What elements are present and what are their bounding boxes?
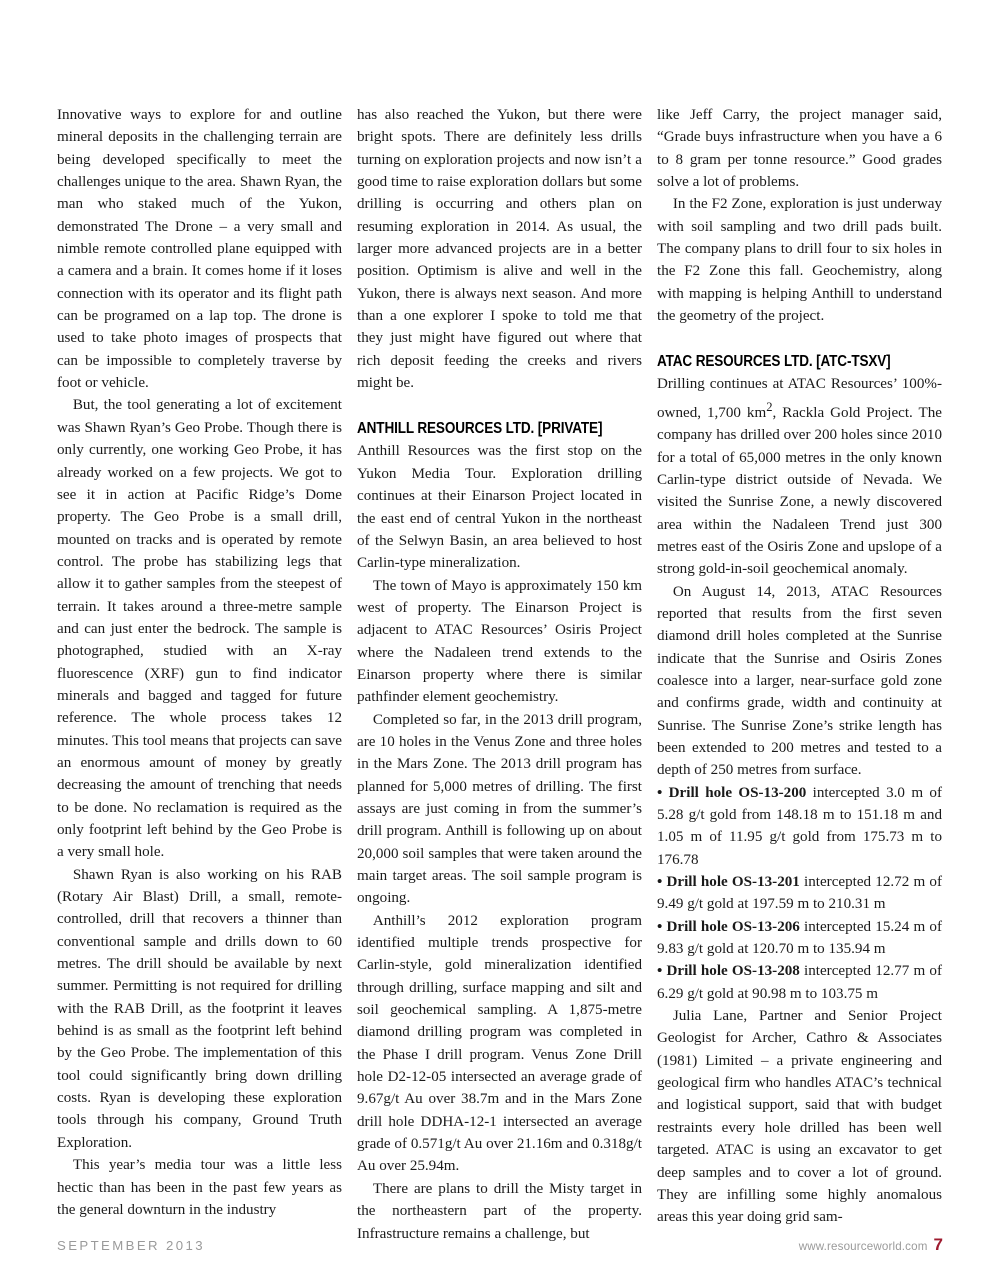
body-paragraph: Shawn Ryan is also working on his RAB (Rotary Air Blast) Drill, a small, remote-controlled, drill that recovers a thinner than conventional sample and drills down to 60 metres. The drill should be available by next summer. Permitting is not required for drilling with the RAB Drill, as the footprint it leaves behind is as small as the footprint left behind by the Geo Probe. The implementation of this tool could significantly bring down drilling costs. Ryan is developing these exploration tools through his company, Ground Truth Exploration.	[57, 866, 342, 1151]
drill-hole-result: intercepted 12.72 m of 9.49 g/t gold at 197.59 m to 210.31 m	[657, 874, 942, 913]
body-paragraph: like Jeff Carry, the project manager said, “Grade buys infrastructure when you have a 6 to 8 gram per tonne resource.” Good grades solve a lot of problems.	[657, 107, 942, 191]
drill-hole-result: intercepted 15.24 m of 9.83 g/t gold at 120.70 m to 135.94 m	[657, 918, 942, 958]
body-paragraph: In the F2 Zone, exploration is just underway with soil sampling and two drill pads built. The company plans to drill four to six holes in the F2 Zone this fall. Geochemistry, along with mapping is helping Anthill to understand the geometry of the project.	[657, 196, 942, 325]
drill-hole-id: • Drill hole OS-13-201	[657, 874, 800, 891]
drill-hole-bullet	[657, 916, 942, 961]
text-column-3	[657, 104, 942, 1226]
body-paragraph: Anthill’s 2012 exploration program identified multiple trends prospective for Carlin-style, gold mineralization identified through drilling, surface mapping and silt and soil geochemical sampling. A 1,875-metre diamond drilling program was completed in the Phase I drill program. Venus Zone Drill hole D2-12-05 intersected an average grade of 9.67g/t Au over 38.7m and in the Mars Zone drill hole DDHA-12-1 intersected an average grade of 0.571g/t Au over 21.16m and 0.318g/t Au over 25.94m.	[357, 912, 642, 1175]
drill-hole-id: • Drill hole OS-13-200	[657, 784, 807, 801]
body-paragraph: Completed so far, in the 2013 drill program, are 10 holes in the Venus Zone and three holes in the Mars Zone. The 2013 drill program has planned for 5,000 metres of drilling. The first assays are just coming in from the summer’s drill program. Anthill is following up on about 20,000 soil samples that were taken around the main target areas. The soil sample program is ongoing.	[357, 711, 642, 907]
drill-hole-result: intercepted 3.0 m of 5.28 g/t gold from 148.18 m to 151.18 m and 1.05 m of 11.95 g/t gold from 175.73 m to 176.78	[657, 784, 942, 868]
section-heading: ANTHILL RESOURCES LTD. [PRIVATE]	[357, 420, 603, 438]
drill-hole-bullet	[657, 960, 942, 1005]
drill-hole-id: • Drill hole OS-13-208	[657, 963, 800, 980]
website-url[interactable]: www.resourceworld.com	[798, 1240, 928, 1253]
body-paragraph: But, the tool generating a lot of excitement was Shawn Ryan’s Geo Probe. Though there is only currently, one working Geo Probe, it has already worked on a few projects. We got to see it in action at Pacific Ridge’s Dome property. The Geo Probe is a small drill, mounted on tracks and is operated by remote control. The probe has stabilizing legs that allow it to gather samples from the steepest of terrain. It takes around a three-metre sample and can just enter the bedrock. The sample is photographed, studied with an X-ray fluorescence (XRF) gun to find indicator minerals and bagged and tagged for future reference. The whole process takes 12 minutes. This tool means that projects can save an enormous amount of money by greatly decreasing the amount of trenching that needs to be done. No reclamation is required as the only footprint left behind by the Geo Probe is a very small hole.	[57, 397, 342, 861]
body-paragraph: This year’s media tour was a little less hectic than has been in the past few years as the general downturn in the industry	[57, 1157, 342, 1218]
drill-hole-result: intercepted 12.77 m of 6.29 g/t gold at 90.98 m to 103.75 m	[657, 963, 942, 1002]
text-column-2	[357, 104, 642, 1242]
body-paragraph: The town of Mayo is approximately 150 km west of property. The Einarson Project is adjacent to ATAC Resources’ Osiris Project where the Nadaleen trend extends to the Einarson property where there is similar pathfinder element geochemistry.	[357, 577, 642, 706]
body-paragraph: Drilling continues at ATAC Resources’ 100%-owned, 1,700 $km^2$, Rackla Gold Project. The company has drilled over 200 holes since 2010 for a total of 65,000 metres in the only known Carlin-type district outside of Nevada. We visited the Sunrise Zone, a newly discovered area within the Nadaleen Trend just 300 metres east of the Osiris Zone and upslope of a strong gold-in-soil geochemical anomaly.	[657, 376, 942, 578]
body-paragraph: has also reached the Yukon, but there were bright spots. There are definitely less drills turning on exploration projects and now isn’t a good time to raise exploration dollars but some drilling is occurring and others plan on resuming exploration in 2014. As usual, the larger more advanced projects are in a better position. Optimism is alive and well in the Yukon, there is always next season. And more than a one explorer I spoke to told me that they just might have figured out where that rich deposit feeding the creeks and rivers might be.	[357, 107, 642, 392]
section-heading: ATAC RESOURCES LTD. [ATC-TSXV]	[657, 353, 891, 371]
body-paragraph: Julia Lane, Partner and Senior Project Geologist for Archer, Cathro & Associates (1981) Limited – a private engineering and geological firm who handles ATAC’s technical and logistical support, said that with budget restraints every hole drilled has been well targeted. ATAC is using an excavator to get deep samples and to cover a lot of ground. They are infilling some highly anomalous areas this year doing grid sam-	[657, 1008, 942, 1226]
text-column-1	[57, 104, 342, 1218]
issue-date: SEPTEMBER 2013	[57, 1238, 205, 1253]
footer-right-group	[799, 1236, 943, 1253]
body-paragraph: Innovative ways to explore for and outline mineral deposits in the challenging terrain are being developed specifically to meet the challenges unique to the area. Shawn Ryan, the man who staked much of the Yukon, demonstrated The Drone – a very small and nimble remote controlled plane equipped with a camera and a brain. It comes home if it loses connection with its operator and its flight path can be programed on a lap top. The drone is used to take photo images of prospects that can be impossible to completely traverse by foot or vehicle.	[57, 107, 342, 392]
body-paragraph: On August 14, 2013, ATAC Resources reported that results from the first seven diamond drill holes completed at the Sunrise indicate that the Sunrise and Osiris Zones coalesce into a larger, near-surface gold zone and confirms grade, width and continuity at Sunrise. The Sunrise Zone’s strike length has been extended to 200 metres and tested to a depth of 250 metres from surface.	[657, 583, 942, 779]
drill-hole-bullet	[657, 782, 942, 871]
body-paragraph: There are plans to drill the Misty target in the northeastern part of the property. Infrastructure remains a challenge, but	[357, 1180, 642, 1242]
article-body	[57, 104, 943, 1242]
page-footer	[57, 1236, 943, 1260]
page-number: 7	[933, 1235, 943, 1254]
body-paragraph: Anthill Resources was the first stop on the Yukon Media Tour. Exploration drilling continues at their Einarson Project located in the east end of central Yukon in the northeast of the Selwyn Basin, an area believed to host Carlin-type mineralization.	[357, 443, 642, 572]
drill-hole-id: • Drill hole OS-13-206	[657, 918, 800, 935]
drill-hole-bullet	[657, 871, 942, 916]
